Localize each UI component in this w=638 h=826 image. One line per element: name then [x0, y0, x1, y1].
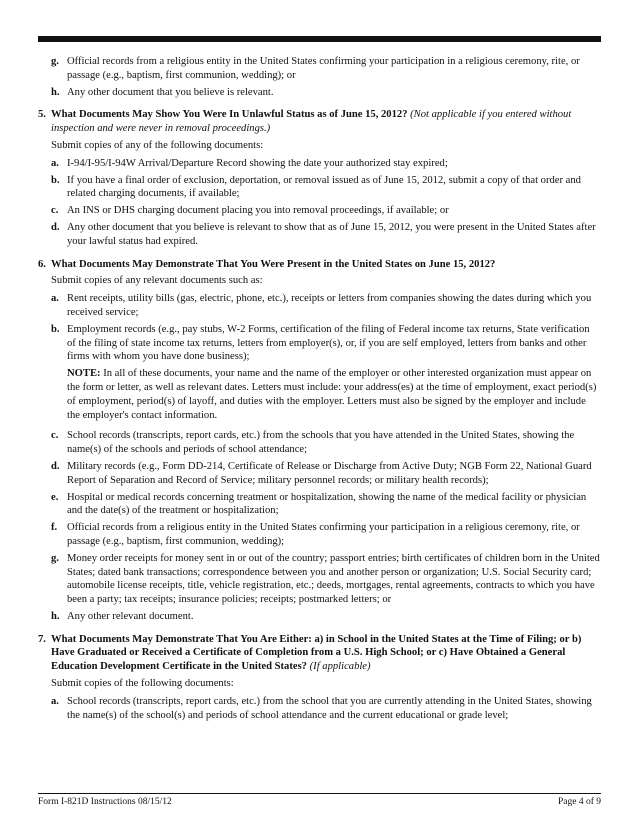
item-text: I-94/I-95/I-94W Arrival/Departure Record showing the date your authorized stay expired; [67, 157, 448, 169]
item-text: Official records from a religious entity in the United States confirming your participation in a religious ceremony, rite, or passage (e.g., baptism, first communion, wedding); or [67, 56, 580, 81]
section-7-heading [38, 633, 601, 674]
list-item [38, 695, 601, 723]
item-text: Rent receipts, utility bills (gas, electric, phone, etc.), receipts or letters from companies showing the dates during which you received service; [67, 293, 592, 318]
list-item [38, 610, 601, 624]
list-item [38, 460, 601, 488]
item-text: School records (transcripts, report cards, etc.) from the schools that you have attended in the United States, showing the name(s) of the schools and periods of school attendance; [67, 430, 575, 456]
section-title: What Documents May Demonstrate That You Are Either: a) in School in the United States at the Time of Filing; or b) Have Graduated or Received a Certificate of Completion from a U.S. High School; or c) Have Obtained a General Education Development Certificate in the United States? [51, 633, 582, 673]
section-note: (Not applicable if you entered without inspection and were never in removal proceedings.) [51, 109, 572, 135]
item-letter: d. [51, 460, 60, 472]
list-item [38, 221, 601, 249]
list-item [38, 174, 601, 202]
list-item [38, 521, 601, 549]
page-content [38, 55, 601, 725]
section-title-wrap [51, 633, 601, 674]
list-item [38, 323, 601, 364]
item-text: An INS or DHS charging document placing you into removal proceedings, if available; or [67, 205, 449, 217]
section-6-heading [38, 258, 601, 272]
section-number: 5. [38, 109, 46, 121]
item-text: Money order receipts for money sent in or out of the country; passport entries; birth certificates of children born in the United States; dated bank transactions; correspondence between you and another person or organization; U.S. Social Security card; automobile license receipts, title, vehicle registration, etc.; deeds, mortgages, rental agreements, contracts to which you have been a party; tax receipts; insurance policies; receipts; postmarked letters; or [67, 552, 600, 606]
section-title-wrap [51, 108, 601, 136]
list-item [38, 552, 601, 607]
list-item [38, 292, 601, 320]
item-letter: b. [51, 174, 60, 186]
list-item [38, 157, 601, 171]
item-letter: c. [51, 430, 59, 442]
section-5-heading [38, 108, 601, 136]
item-text: Any other relevant document. [67, 610, 194, 622]
item-text: Hospital or medical records concerning treatment or hospitalization, showing the name of the medical facility or physician and the date(s) of the treatment or hospitalization; [67, 491, 587, 517]
section-number: 6. [38, 258, 46, 270]
header-rule [38, 36, 601, 42]
item-letter: b. [51, 323, 60, 335]
section-number: 7. [38, 633, 46, 645]
item-letter: d. [51, 221, 60, 233]
page-number: Page 4 of 9 [557, 797, 601, 807]
list-item [38, 491, 601, 519]
list-item [38, 204, 601, 218]
section-intro: Submit copies of any relevant documents such as: [51, 275, 263, 287]
item-text: Any other document that you believe is relevant. [67, 86, 274, 98]
item-letter: g. [51, 552, 59, 564]
item-letter: a. [51, 157, 59, 169]
section-note: (If applicable) [309, 661, 371, 673]
item-text: Official records from a religious entity in the United States confirming your participation in a religious ceremony, rite, or passage (e.g., baptism, first communion, wedding); [67, 522, 580, 547]
item-text: If you have a final order of exclusion, deportation, or removal issued as of June 15, 2012, submit a copy of that order and related charging documents, if available; [67, 174, 581, 200]
item-letter: a. [51, 695, 59, 707]
item-letter: a. [51, 293, 59, 305]
section-intro: Submit copies of the following documents: [51, 678, 234, 690]
footer-rule [38, 793, 601, 794]
item-letter: f. [51, 522, 58, 534]
list-item [38, 86, 601, 100]
item-text: Military records (e.g., Form DD-214, Certificate of Release or Discharge from Active Duty; NGB Form 22, National Guard Report of Separation and Record of Service; military personnel records; or military health records); [67, 460, 592, 486]
item-text: Employment records (e.g., pay stubs, W-2 Forms, certification of the filing of Federal income tax returns, State verification of the filing of state income tax returns, letters from employer(s), or, if you are self employed, letters from banks and other firms with whom you have done business); [67, 323, 590, 363]
item-letter: h. [51, 610, 60, 622]
item-letter: h. [51, 86, 60, 98]
item-letter: g. [51, 56, 59, 67]
section-intro: Submit copies of any of the following documents: [51, 139, 264, 151]
item-text: School records (transcripts, report cards, etc.) from the school that you are currently attending in the United States, showing the name(s) of the school(s) and periods of school attendance and the current educational or grade level; [67, 695, 592, 721]
list-item [38, 429, 601, 457]
note-label: NOTE: [67, 368, 101, 380]
item-letter: c. [51, 205, 59, 217]
item-text: Any other document that you believe is relevant to show that as of June 15, 2012, you were present in the United States after your lawful status had expired. [67, 221, 596, 247]
note-paragraph [38, 367, 601, 422]
section-title: What Documents May Demonstrate That You Were Present in the United States on June 15, 2012? [51, 258, 496, 270]
item-letter: e. [51, 491, 59, 503]
form-identifier: Form I-821D Instructions 08/15/12 [38, 797, 172, 807]
note-text: In all of these documents, your name and the name of the employer or other interested organization must appear on the form or letter, as well as relevant dates. Letters must include: your address(es) at the time of employment, exact period(s) of employment, period(s) of layoff, and duties with the employer. Letters must also be signed by the employer and include the employer's contact information. [67, 368, 597, 421]
section-title: What Documents May Show You Were In Unlawful Status as of June 15, 2012? [51, 109, 408, 121]
list-item [38, 55, 601, 83]
